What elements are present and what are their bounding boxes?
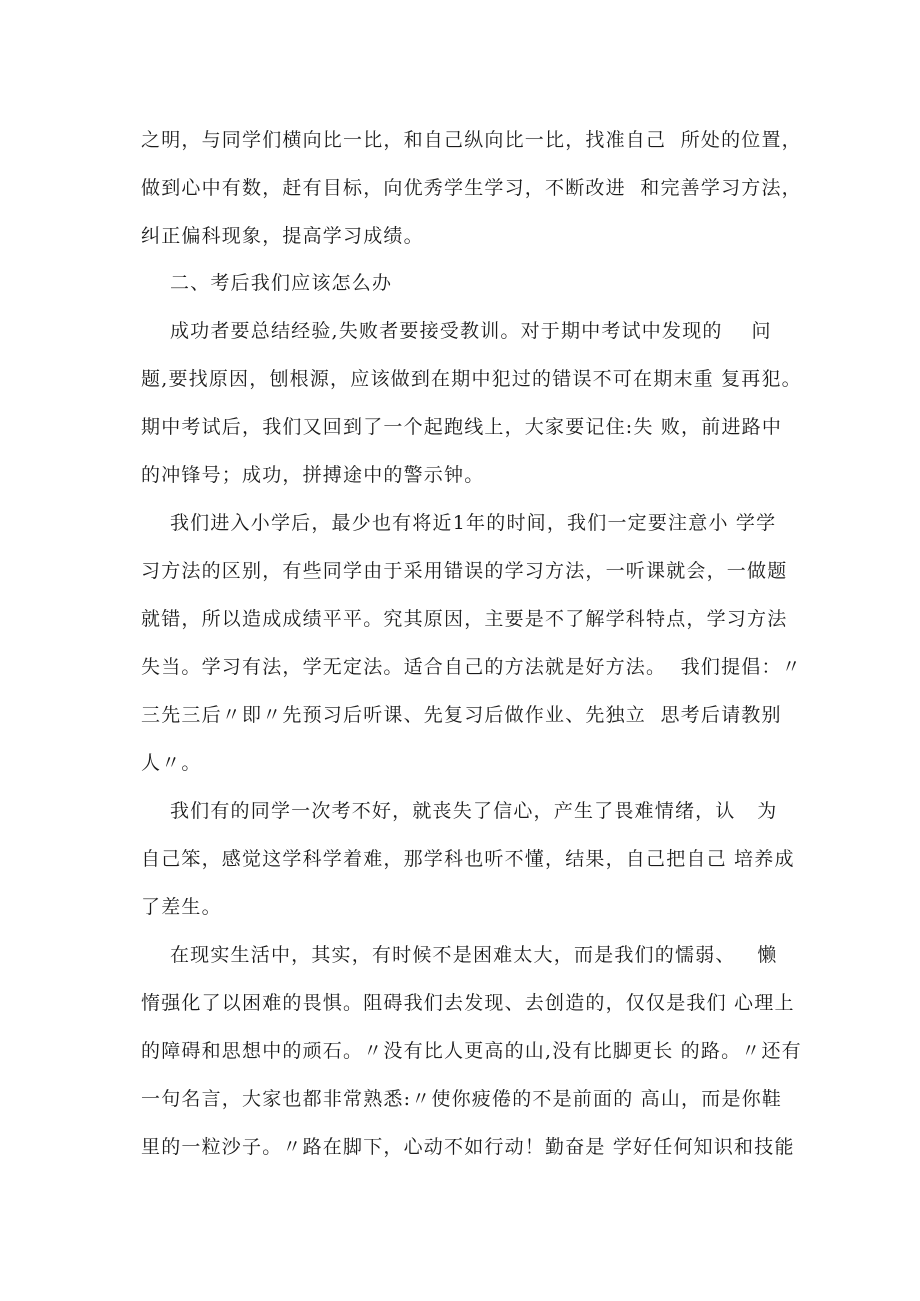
text-line: 惰强化了以困难的畏惧。阻碍我们去发现、去创造的，仅仅是我们 心理上 (141, 992, 795, 1014)
text-line: 了差生。 (141, 896, 222, 918)
text-line: 习方法的区别，有些同学由于采用错误的学习方法，一听课就会，一做题 (141, 560, 788, 582)
text-line: 纠正偏科现象，提高学习成绩。 (141, 225, 424, 247)
section-heading: 二、考后我们应该怎么办 (141, 272, 393, 294)
text-line: 之明，与同学们横向比一比，和自己纵向比一比，找准自己 所处的位置， (141, 129, 802, 151)
text-line: 我们有的同学一次考不好，就丧失了信心，产生了畏难情绪，认 为 (141, 800, 778, 822)
text-line: 就错，所以造成成绩平平。究其原因，主要是不了解学科特点，学习方法 (141, 608, 788, 630)
text-line: 三先三后〃即〃先预习后听课、先复习后做作业、先独立 思考后请教别 (141, 704, 782, 726)
text-line: 一句名言，大家也都非常熟悉:〃使你疲倦的不是前面的 高山，而是你鞋 (141, 1088, 783, 1110)
text-line: 在现实生活中，其实，有时候不是困难太大，而是我们的懦弱、 懒 (141, 944, 778, 966)
text-line: 做到心中有数，赶有目标，向优秀学生学习，不断改进 和完善学习方法， (141, 177, 802, 199)
text-line: 成功者要总结经验,失败者要接受教训。对于期中考试中发现的 问 (141, 320, 772, 342)
text-line: 题,要找原因，刨根源，应该做到在期中犯过的错误不可在期末重 复再犯。 (141, 368, 802, 390)
text-line: 的冲锋号；成功，拼搏途中的警示钟。 (141, 464, 485, 486)
text-line: 失当。学习有法，学无定法。适合自己的方法就是好方法。 我们提倡：〃 (141, 656, 802, 678)
text-line: 人〃。 (141, 752, 202, 774)
text-line: 的障碍和思想中的顽石。〃没有比人更高的山,没有比脚更长 的路。〃还有 (141, 1040, 802, 1062)
text-line: 里的一粒沙子。〃路在脚下，心动不如行动！勤奋是 学好任何知识和技能 (141, 1136, 795, 1158)
text-line: 自己笨，感觉这学科学着难，那学科也听不懂，结果，自己把自己 培养成 (141, 848, 795, 870)
text-line: 我们进入小学后，最少也有将近1年的时间，我们一定要注意小 学学 (141, 512, 777, 534)
text-line: 期中考试后，我们又回到了一个起跑线上，大家要记住:失 败，前进路中 (141, 416, 783, 438)
